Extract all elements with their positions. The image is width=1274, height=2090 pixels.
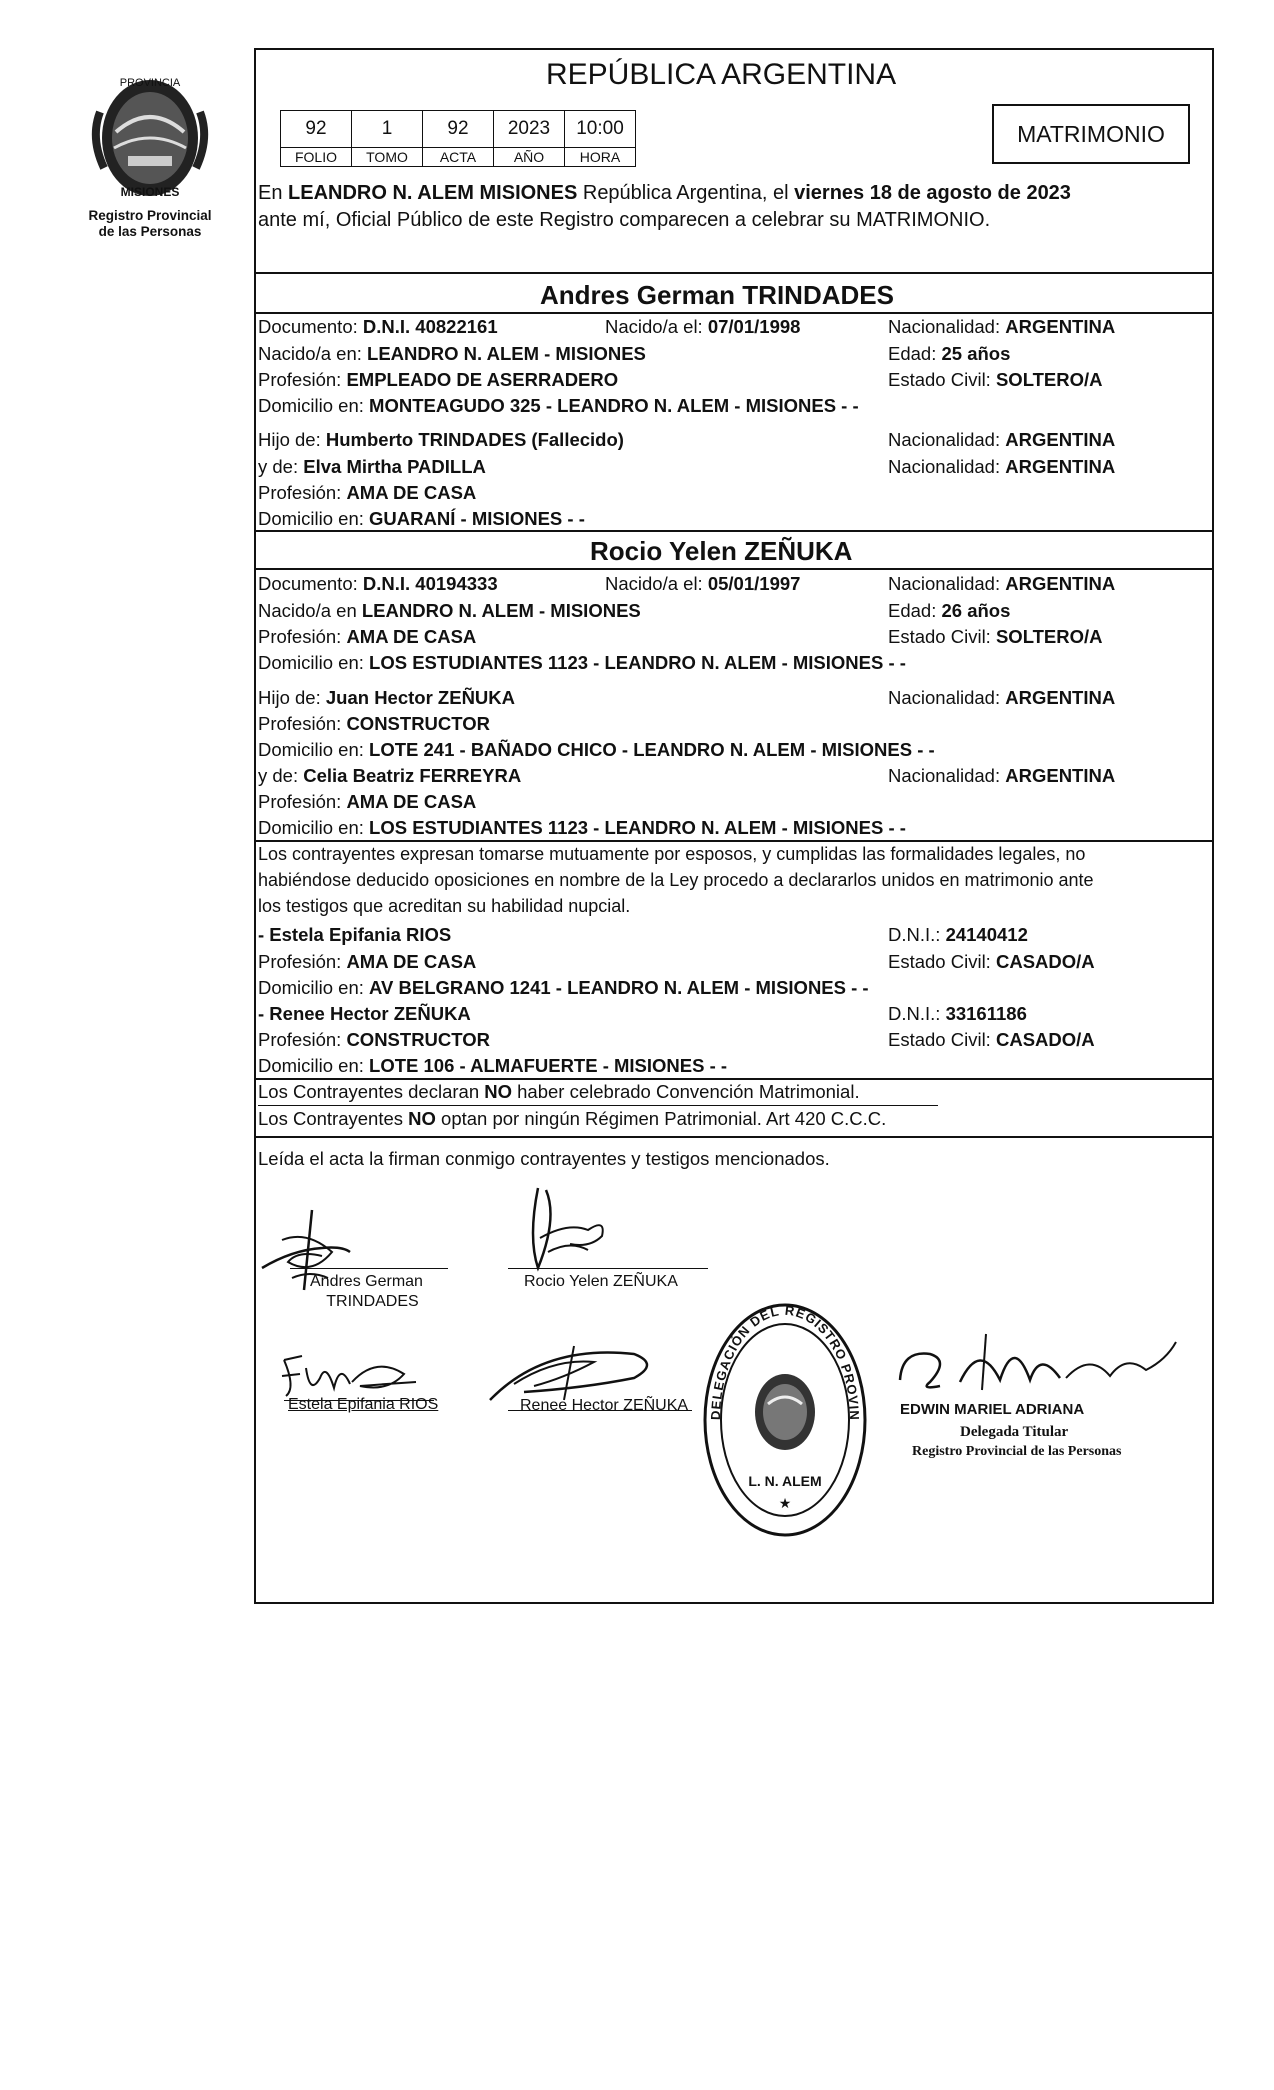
acta-label: ACTA (423, 148, 494, 167)
convention-line2: Los Contrayentes NO optan por ningún Régimen Patrimonial. Art 420 C.C.C. (258, 1108, 887, 1129)
spouse2-father: Hijo de: Juan Hector ZEÑUKA (258, 687, 516, 708)
spouse2-mother: y de: Celia Beatriz FERREYRA (258, 765, 522, 786)
spouse1-age: Edad: 25 años (888, 343, 1011, 364)
divider (258, 1105, 938, 1106)
spouse2-mother-nationality: Nacionalidad: ARGENTINA (888, 765, 1116, 786)
witness2-civil-status: Estado Civil: CASADO/A (888, 1029, 1095, 1050)
signature-trindades-caption: Andres German TRINDADES (310, 1273, 423, 1310)
convention-line1: Los Contrayentes declaran NO haber celebrado Convención Matrimonial. (258, 1081, 860, 1102)
spouse1-document: Documento: D.N.I. 40822161 (258, 316, 498, 337)
logo-text-bottom: MISIONES (120, 185, 180, 199)
signature-zenuka-renee-caption: Renee Hector ZEÑUKA (520, 1397, 689, 1414)
official-name: EDWIN MARIEL ADRIANA (900, 1401, 1085, 1418)
spouse1-name: Andres German TRINDADES (540, 280, 894, 310)
spouse1-father-nationality: Nacionalidad: ARGENTINA (888, 429, 1116, 450)
spouse2-father-profession: Profesión: CONSTRUCTOR (258, 713, 490, 734)
record-meta-table (280, 110, 636, 167)
signature-line (290, 1268, 448, 1269)
spouse1-profession: Profesión: EMPLEADO DE ASERRADERO (258, 369, 619, 390)
official-title: Delegada Titular (960, 1424, 1069, 1440)
spouse1-mother: y de: Elva Mirtha PADILLA (258, 456, 486, 477)
spouse2-profession: Profesión: AMA DE CASA (258, 626, 477, 647)
divider (254, 1078, 1214, 1080)
witness2-dni: D.N.I.: 33161186 (888, 1003, 1027, 1024)
spouse2-mother-profession: Profesión: AMA DE CASA (258, 791, 477, 812)
official-seal (700, 1300, 870, 1540)
record-type-box: MATRIMONIO (992, 104, 1190, 164)
divider (254, 312, 1214, 314)
folio-label: FOLIO (281, 148, 352, 167)
country-title: REPÚBLICA ARGENTINA (546, 58, 897, 91)
witness2-profession: Profesión: CONSTRUCTOR (258, 1029, 490, 1050)
tomo-label: TOMO (352, 148, 423, 167)
province-logo (80, 72, 220, 202)
seal-bottom-text: L. N. ALEM (748, 1473, 822, 1489)
registry-line2: de las Personas (98, 224, 202, 239)
spouse2-nationality: Nacionalidad: ARGENTINA (888, 573, 1116, 594)
tomo-value: 1 (352, 111, 423, 148)
witness1-dni: D.N.I.: 24140412 (888, 924, 1028, 945)
divider (254, 272, 1214, 274)
divider (254, 530, 1214, 532)
spouse1-birthplace: Nacido/a en: LEANDRO N. ALEM - MISIONES (258, 343, 646, 364)
divider (254, 568, 1214, 570)
signature-line (508, 1268, 708, 1269)
intro-place: LEANDRO N. ALEM MISIONES (288, 182, 578, 204)
witness1-address: Domicilio en: AV BELGRANO 1241 - LEANDRO N. ALEM - MISIONES - - (258, 977, 869, 998)
witness2-address: Domicilio en: LOTE 106 - ALMAFUERTE - MISIONES - - (258, 1055, 728, 1076)
spouse2-birthplace: Nacido/a en LEANDRO N. ALEM - MISIONES (258, 600, 641, 621)
spouse2-father-nationality: Nacionalidad: ARGENTINA (888, 687, 1116, 708)
spouse1-parents-profession: Profesión: AMA DE CASA (258, 482, 477, 503)
witness2-name: - Renee Hector ZEÑUKA (258, 1003, 471, 1024)
folio-value: 92 (281, 111, 352, 148)
declaration-line2: habiéndose deducido oposiciones en nombre de la Ley procedo a declararlos unidos en matrimonio ante (258, 870, 1094, 890)
witness1-name: - Estela Epifania RIOS (258, 924, 452, 945)
spouse1-birthdate: Nacido/a el: 07/01/1998 (605, 316, 801, 337)
logo-text-top: PROVINCIA (119, 77, 181, 89)
spouse2-document: Documento: D.N.I. 40194333 (258, 573, 498, 594)
divider (254, 840, 1214, 842)
year-label: AÑO (494, 148, 565, 167)
spouse1-nationality: Nacionalidad: ARGENTINA (888, 316, 1116, 337)
spouse2-address: Domicilio en: LOS ESTUDIANTES 1123 - LEANDRO N. ALEM - MISIONES - - (258, 652, 906, 673)
closing-text: Leída el acta la firman conmigo contrayentes y testigos mencionados. (258, 1148, 830, 1169)
spouse1-mother-nationality: Nacionalidad: ARGENTINA (888, 456, 1116, 477)
year-value: 2023 (494, 111, 565, 148)
spouse2-civil-status: Estado Civil: SOLTERO/A (888, 626, 1103, 647)
spouse1-parents-address: Domicilio en: GUARANÍ - MISIONES - - (258, 508, 585, 529)
declaration-line1: Los contrayentes expresan tomarse mutuamente por esposos, y cumplidas las formalidades legales, no (258, 844, 1086, 864)
spouse1-father: Hijo de: Humberto TRINDADES (Fallecido) (258, 429, 624, 450)
declaration-line3: los testigos que acreditan su habilidad nupcial. (258, 896, 631, 916)
hour-value: 10:00 (565, 111, 636, 148)
intro-date: viernes 18 de agosto de 2023 (794, 182, 1071, 204)
intro-line1: En LEANDRO N. ALEM MISIONES República Argentina, el viernes 18 de agosto de 2023 (258, 182, 1071, 204)
intro-line2: ante mí, Oficial Público de este Registro comparecen a celebrar su MATRIMONIO. (258, 209, 991, 231)
divider (254, 1136, 1214, 1138)
spouse1-address: Domicilio en: MONTEAGUDO 325 - LEANDRO N. ALEM - MISIONES - - (258, 395, 859, 416)
spouse2-mother-address: Domicilio en: LOS ESTUDIANTES 1123 - LEANDRO N. ALEM - MISIONES - - (258, 817, 906, 838)
svg-text:★: ★ (778, 1496, 792, 1512)
signature-rios-caption: Estela Epifania RIOS (288, 1396, 439, 1413)
seal-ring-text: DELEGACIÓN DEL REGISTRO PROVIN (707, 1302, 863, 1421)
signature-official (890, 1330, 1180, 1410)
spouse2-age: Edad: 26 años (888, 600, 1011, 621)
spouse2-birthdate: Nacido/a el: 05/01/1997 (605, 573, 801, 594)
acta-value: 92 (423, 111, 494, 148)
spouse2-name: Rocio Yelen ZEÑUKA (590, 536, 853, 566)
registry-name (70, 208, 230, 240)
witness1-civil-status: Estado Civil: CASADO/A (888, 951, 1095, 972)
registry-line1: Registro Provincial (88, 208, 212, 223)
spouse1-civil-status: Estado Civil: SOLTERO/A (888, 369, 1103, 390)
official-org: Registro Provincial de las Personas (912, 1444, 1122, 1459)
spouse2-father-address: Domicilio en: LOTE 241 - BAÑADO CHICO - LEANDRO N. ALEM - MISIONES - - (258, 739, 935, 760)
hour-label: HORA (565, 148, 636, 167)
signature-zenuka-rocio-caption: Rocio Yelen ZEÑUKA (524, 1273, 678, 1290)
witness1-profession: Profesión: AMA DE CASA (258, 951, 477, 972)
